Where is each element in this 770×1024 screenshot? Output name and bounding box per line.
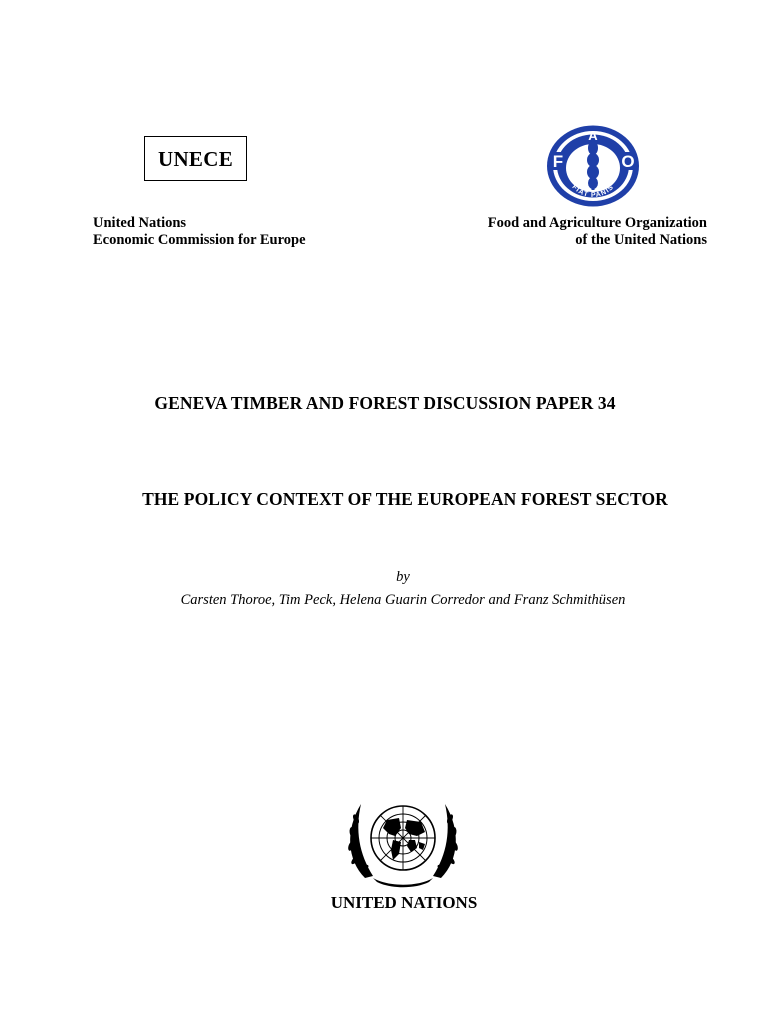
wheat-ear-icon	[587, 138, 599, 190]
unece-org-name	[93, 215, 306, 249]
fao-org-name	[488, 215, 707, 249]
fao-letter-f: F	[552, 152, 564, 171]
series-title: GENEVA TIMBER AND FOREST DISCUSSION PAPER 34	[154, 393, 616, 413]
fao-letter-o: O	[621, 152, 635, 171]
unece-logo	[144, 136, 247, 181]
main-title: THE POLICY CONTEXT OF THE EUROPEAN FOREST SECTOR	[142, 489, 668, 509]
unece-org-line1: United Nations	[93, 215, 187, 231]
fao-motto: FIAT PANIS	[570, 183, 616, 200]
unece-logo-text: UNECE	[157, 147, 233, 171]
un-emblem-icon	[343, 790, 463, 890]
fao-org-line1: Food and Agriculture Organization	[487, 215, 707, 231]
publisher-name: UNITED NATIONS	[330, 893, 478, 912]
fao-letter-a: A	[588, 128, 598, 143]
by-label: by	[396, 569, 410, 585]
unece-org-line2: Economic Commission for Europe	[93, 232, 306, 248]
authors: Carsten Thoroe, Tim Peck, Helena Guarin Corredor and Franz Schmithüsen	[180, 592, 626, 608]
fao-org-line2: of the United Nations	[575, 232, 707, 248]
fao-logo	[545, 124, 641, 208]
